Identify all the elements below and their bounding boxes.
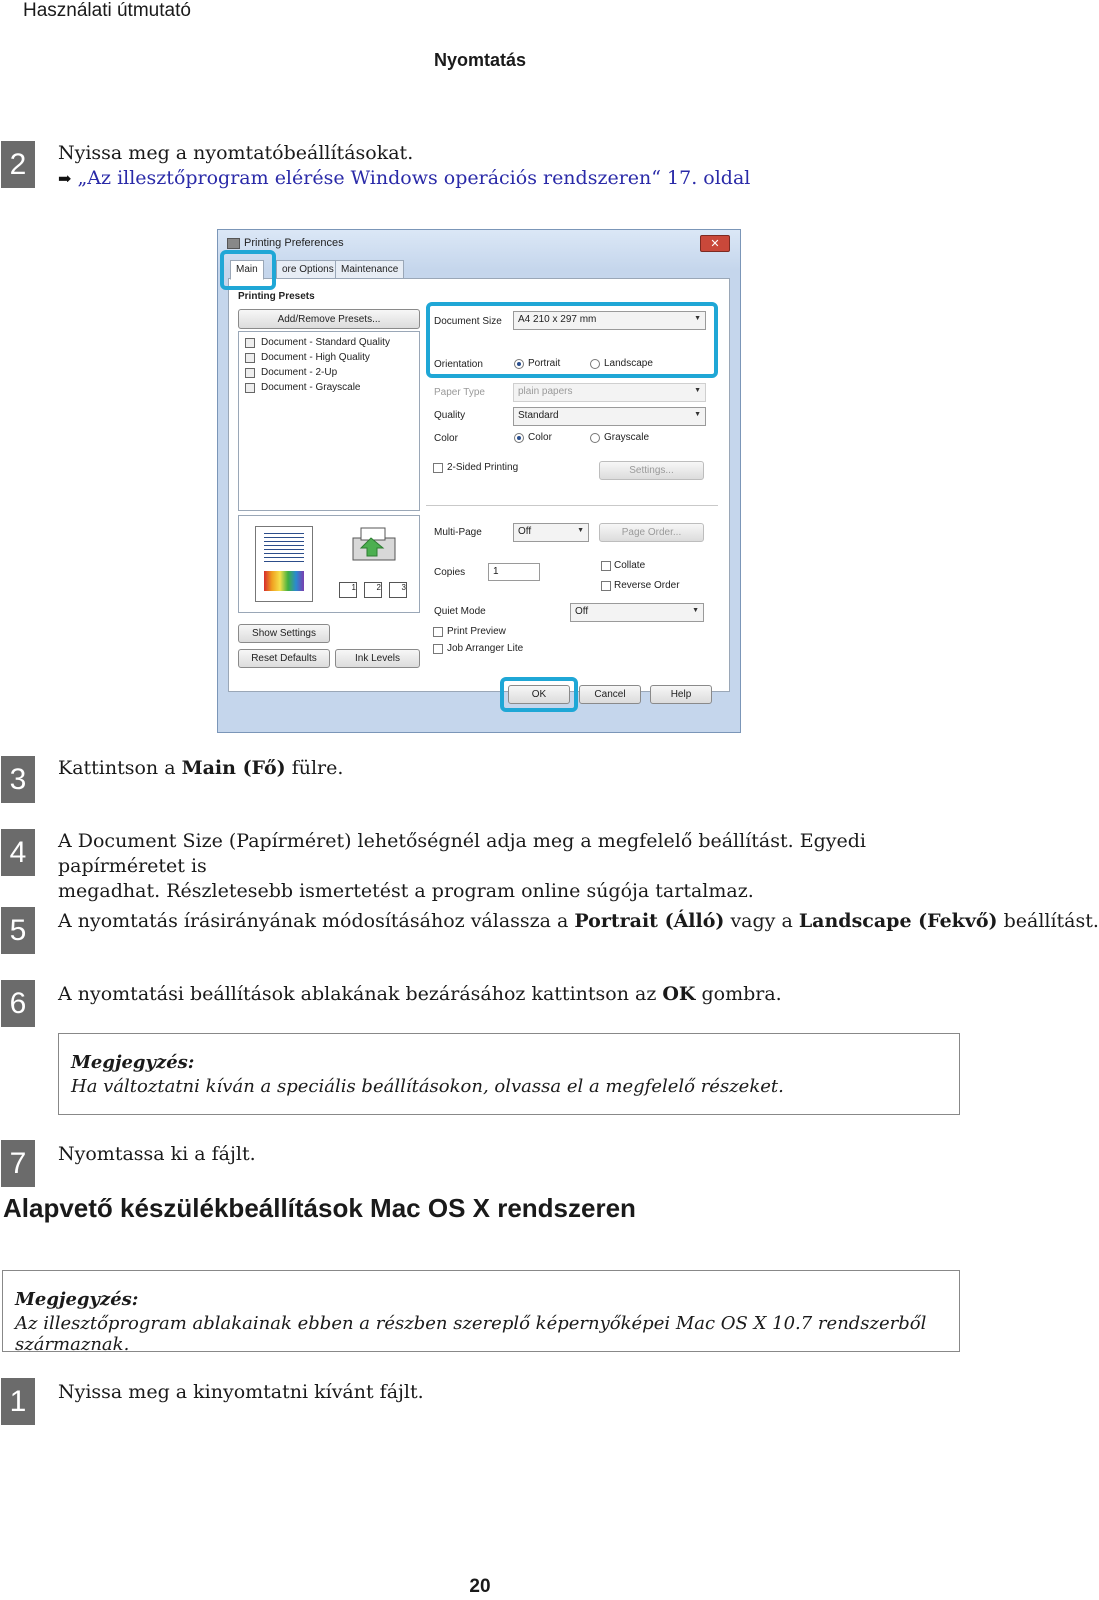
mac-step-1-text: Nyissa meg a kinyomtatni kívánt fájlt. [58, 1381, 424, 1403]
step-6-t2: gombra. [695, 983, 782, 1005]
step-2-text [58, 141, 750, 191]
preset-item[interactable]: Document - Grayscale [261, 382, 361, 393]
step-number-1: 1 [1, 1378, 35, 1425]
step-6-t1: A nyomtatási beállítások ablakának bezárásához kattintson az [58, 983, 663, 1005]
orientation-label: Orientation [434, 359, 483, 370]
note-text: Az illesztőprogram ablakainak ebben a részben szereplő képernyőképei Mac OS X 10.7 rendszerből származnak. [15, 1313, 927, 1355]
step-5-t3: beállítást. [997, 910, 1099, 932]
paper-type-label: Paper Type [434, 387, 485, 398]
print-preview-label: Print Preview [447, 626, 506, 637]
note-box [58, 1033, 960, 1115]
step-3-pre: Kattintson a [58, 757, 182, 779]
printing-preferences-dialog [217, 229, 741, 733]
reverse-order-checkbox[interactable] [601, 581, 611, 591]
step-number-7: 7 [1, 1140, 35, 1187]
quality-label: Quality [434, 410, 466, 421]
step-2-line: Nyissa meg a nyomtatóbeállításokat. [58, 142, 414, 164]
document-icon [245, 353, 255, 363]
multi-page-select[interactable]: Off ▼ [513, 523, 589, 542]
printer-graphic-icon [349, 524, 399, 566]
color-option-label: Color [528, 432, 552, 443]
section-title: Nyomtatás [433, 50, 527, 70]
show-settings-button[interactable]: Show Settings [238, 624, 330, 643]
step-4-line-2: megadhat. Részletesebb ismertetést a program online súgója tartalmaz. [58, 880, 754, 902]
arrow-right-icon: ➡ [58, 169, 72, 188]
presets-list [238, 331, 420, 511]
step-2-link-text[interactable]: „Az illesztőprogram elérése Windows operációs rendszeren“ 17. oldal [77, 167, 751, 189]
note-title: Megjegyzés: [15, 1289, 139, 1310]
highlight-size-orientation [426, 302, 718, 378]
step-6-bold: OK [662, 983, 696, 1005]
page-preview [255, 526, 313, 602]
print-preview-checkbox[interactable] [433, 627, 443, 637]
preview-area [238, 515, 420, 613]
color-label: Color [434, 433, 458, 444]
reset-defaults-button[interactable]: Reset Defaults [238, 649, 330, 668]
portrait-label: Portrait [528, 358, 561, 369]
step-3-text [58, 756, 343, 781]
copies-stepper[interactable]: 1 [488, 563, 540, 581]
step-5-t2: vagy a [724, 910, 799, 932]
divider [426, 505, 718, 506]
document-size-label: Document Size [434, 316, 502, 327]
step-6-text [58, 982, 782, 1007]
ok-button[interactable]: OK [508, 685, 570, 704]
manual-title: Használati útmutató [23, 0, 191, 21]
job-arranger-checkbox[interactable] [433, 644, 443, 654]
note-box-mac [2, 1270, 960, 1355]
copy-page-icon: 2 [364, 582, 382, 598]
document-icon [245, 383, 255, 393]
highlight-ok-button [500, 677, 578, 712]
landscape-label: Landscape [604, 358, 653, 369]
highlight-main-tab [220, 250, 276, 290]
copy-page-icon: 1 [339, 582, 357, 598]
step-3-bold: Main (Fő) [181, 757, 286, 779]
preset-item[interactable]: Document - High Quality [261, 352, 370, 363]
step-number-3: 3 [1, 756, 35, 803]
job-arranger-label: Job Arranger Lite [447, 643, 524, 654]
note-title: Megjegyzés: [71, 1052, 195, 1073]
document-icon [245, 368, 255, 378]
step-number-4: 4 [1, 829, 35, 876]
step-number-6: 6 [1, 980, 35, 1027]
step-5-t1: A nyomtatás írásirányának módosításához válassza a [58, 910, 575, 932]
close-button[interactable]: ✕ [700, 235, 730, 252]
text-lines-icon [264, 533, 304, 563]
copy-page-icon: 3 [389, 582, 407, 598]
paper-type-select[interactable]: plain papers ▼ [513, 383, 706, 402]
grayscale-radio[interactable] [590, 433, 600, 443]
step-5-text [58, 909, 1099, 934]
quality-select[interactable]: Standard ▼ [513, 407, 706, 426]
step-3-post: fülre. [285, 757, 344, 779]
step-5-bold-2: Landscape (Fekvő) [798, 910, 998, 932]
grayscale-label: Grayscale [604, 432, 650, 443]
tab-main[interactable]: Main [230, 260, 264, 280]
quiet-mode-select[interactable]: Off ▼ [570, 603, 704, 622]
color-radio[interactable] [514, 433, 524, 443]
tab-maintenance[interactable]: Maintenance [335, 260, 404, 279]
preset-item[interactable]: Document - Standard Quality [261, 337, 390, 348]
step-number-5: 5 [1, 907, 35, 954]
step-4-text [58, 829, 960, 904]
step-4-line-1: A Document Size (Papírméret) lehetőségnél adja meg a megfelelő beállítást. Egyedi papírméretet is [58, 830, 866, 877]
reverse-order-label: Reverse Order [614, 580, 680, 591]
printer-icon [227, 238, 240, 249]
note-text: Ha változtatni kíván a speciális beállításokon, olvassa el a megfelelő részeket. [71, 1076, 784, 1097]
help-button[interactable]: Help [650, 685, 712, 704]
collate-label: Collate [614, 560, 646, 571]
two-sided-label: 2-Sided Printing [447, 462, 519, 473]
cancel-button[interactable]: Cancel [579, 685, 641, 704]
quiet-mode-label: Quiet Mode [434, 606, 486, 617]
preset-item[interactable]: Document - 2-Up [261, 367, 338, 378]
two-sided-checkbox[interactable] [433, 463, 443, 473]
copies-label: Copies [434, 567, 466, 578]
step-number-2: 2 [1, 141, 35, 188]
step-7-text: Nyomtassa ki a fájlt. [58, 1143, 256, 1165]
collate-checkbox[interactable] [601, 561, 611, 571]
color-bars-icon [264, 571, 304, 591]
page-number: 20 [469, 1576, 491, 1597]
tab-more-options[interactable]: ore Options [276, 260, 340, 279]
settings-button[interactable]: Settings... [599, 461, 704, 480]
ink-levels-button[interactable]: Ink Levels [335, 649, 420, 668]
step-5-bold-1: Portrait (Álló) [574, 910, 725, 932]
step-2-link[interactable] [58, 166, 750, 191]
mac-section-heading: Alapvető készülékbeállítások Mac OS X rendszeren [3, 1193, 636, 1223]
document-icon [245, 338, 255, 348]
page-order-button[interactable]: Page Order... [599, 523, 704, 542]
printing-presets-label: Printing Presets [238, 291, 315, 302]
add-remove-presets-button[interactable]: Add/Remove Presets... [238, 309, 420, 329]
dialog-title: Printing Preferences [244, 237, 344, 249]
document-size-select[interactable]: A4 210 x 297 mm ▼ [513, 311, 706, 330]
multi-page-label: Multi-Page [434, 527, 482, 538]
